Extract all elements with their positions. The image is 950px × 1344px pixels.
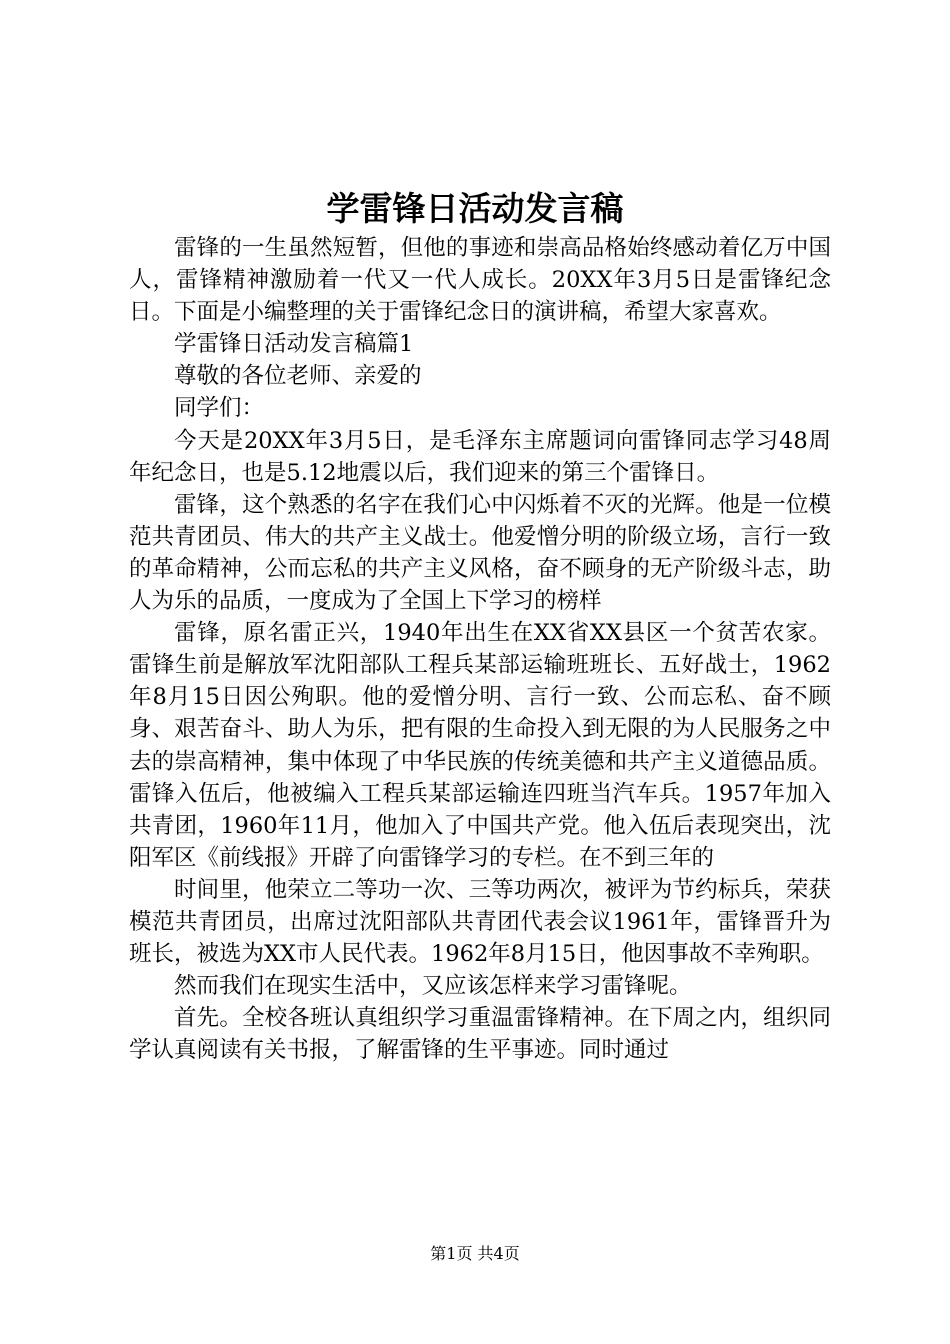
paragraph-salutation: 尊敬的各位老师、亲爱的 (174, 363, 422, 390)
document-title: 学雷锋日活动发言稿 (326, 189, 624, 228)
page-footer: 第1页 共4页 (430, 1244, 520, 1263)
paragraph-intro: 雷锋的一生虽然短暂，但他的事迹和崇高品格始终感动着亿万中国人，雷锋精神激励着一代又一代人成长。20XX年3月5日是雷锋纪念日。下面是小编整理的关于雷锋纪念日的演讲稿，希望大家喜欢。 (129, 235, 831, 326)
paragraph-salutation-cont: 同学们： (174, 395, 265, 422)
paragraph-first-step: 首先。全校各班认真组织学习重温雷锋精神。在下周之内，组织同学认真阅读有关书报，了解雷锋的生平事迹。同时通过 (129, 1005, 831, 1064)
paragraph-question: 然而我们在现实生活中，又应该怎样来学习雷锋呢。 (174, 973, 692, 1000)
paragraph-today: 今天是20XX年3月5日，是毛泽东主席题词向雷锋同志学习48周年纪念日，也是5.12地震以后，我们迎来的第三个雷锋日。 (129, 427, 831, 486)
paragraph-leifeng-spirit: 雷锋，这个熟悉的名字在我们心中闪烁着不灭的光辉。他是一位模范共青团员、伟大的共产主义战士。他爱憎分明的阶级立场，言行一致的革命精神，公而忘私的共产主义风格，奋不顾身的无产阶级斗志，助人为乐的品质，一度成为了全国上下学习的榜样 (129, 491, 831, 615)
paragraph-honors: 时间里，他荣立二等功一次、三等功两次，被评为节约标兵，荣获模范共青团员，出席过沈阳部队共青团代表会议1961年，雷锋晋升为班长，被选为XX市人民代表。1962年8月15日，他因事故不幸殉职。 (129, 876, 831, 968)
document-body (129, 232, 831, 1066)
paragraph-biography: 雷锋，原名雷正兴，1940年出生在XX省XX县区一个贫苦农家。雷锋生前是解放军沈阳部队工程兵某部运输班班长、五好战士，1962年8月15日因公殉职。他的爱憎分明、言行一致、公而忘私、奋不顾身、艰苦奋斗、助人为乐，把有限的生命投入到无限的为人民服务之中去的崇高精神，集中体现了中华民族的传统美德和共产主义道德品质。雷锋入伍后，他被编入工程兵某部运输连四班当汽车兵。1957年加入共青团，1960年11月，他加入了中国共产党。他入伍后表现突出，沈阳军区《前线报》开辟了向雷锋学习的专栏。在不到三年的 (129, 620, 831, 871)
paragraph-section-heading: 学雷锋日活动发言稿篇1 (174, 331, 414, 358)
